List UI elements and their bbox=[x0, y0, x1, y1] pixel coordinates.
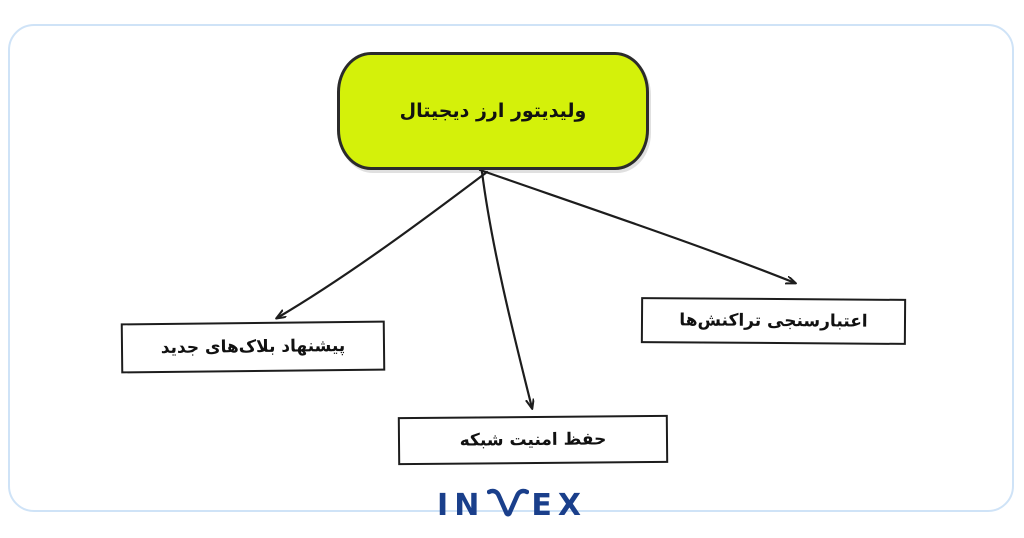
node-network-security bbox=[398, 415, 668, 465]
node-transaction-validation bbox=[641, 297, 906, 345]
brand-logo-right: EX bbox=[531, 487, 587, 523]
brand-logo-left: IN bbox=[437, 487, 486, 523]
brand-logo-text bbox=[437, 486, 587, 524]
connector-root-to-new-blocks bbox=[277, 172, 487, 318]
connector-root-to-transaction-validation bbox=[480, 170, 795, 283]
connector-root-to-network-security bbox=[482, 172, 532, 408]
node-network-security-label: حفظ امنیت شبکه bbox=[459, 429, 607, 451]
node-root bbox=[337, 52, 649, 170]
node-root-label: ولیدیتور ارز دیجیتال bbox=[399, 100, 587, 122]
node-transaction-validation-label: اعتبارسنجی تراکنش‌ها bbox=[679, 310, 868, 332]
brand-logo-mark bbox=[487, 488, 529, 526]
brand-logo bbox=[0, 482, 1024, 528]
node-new-blocks bbox=[121, 321, 386, 374]
node-new-blocks-label: پیشنهاد بلاک‌های جدید bbox=[160, 336, 346, 358]
